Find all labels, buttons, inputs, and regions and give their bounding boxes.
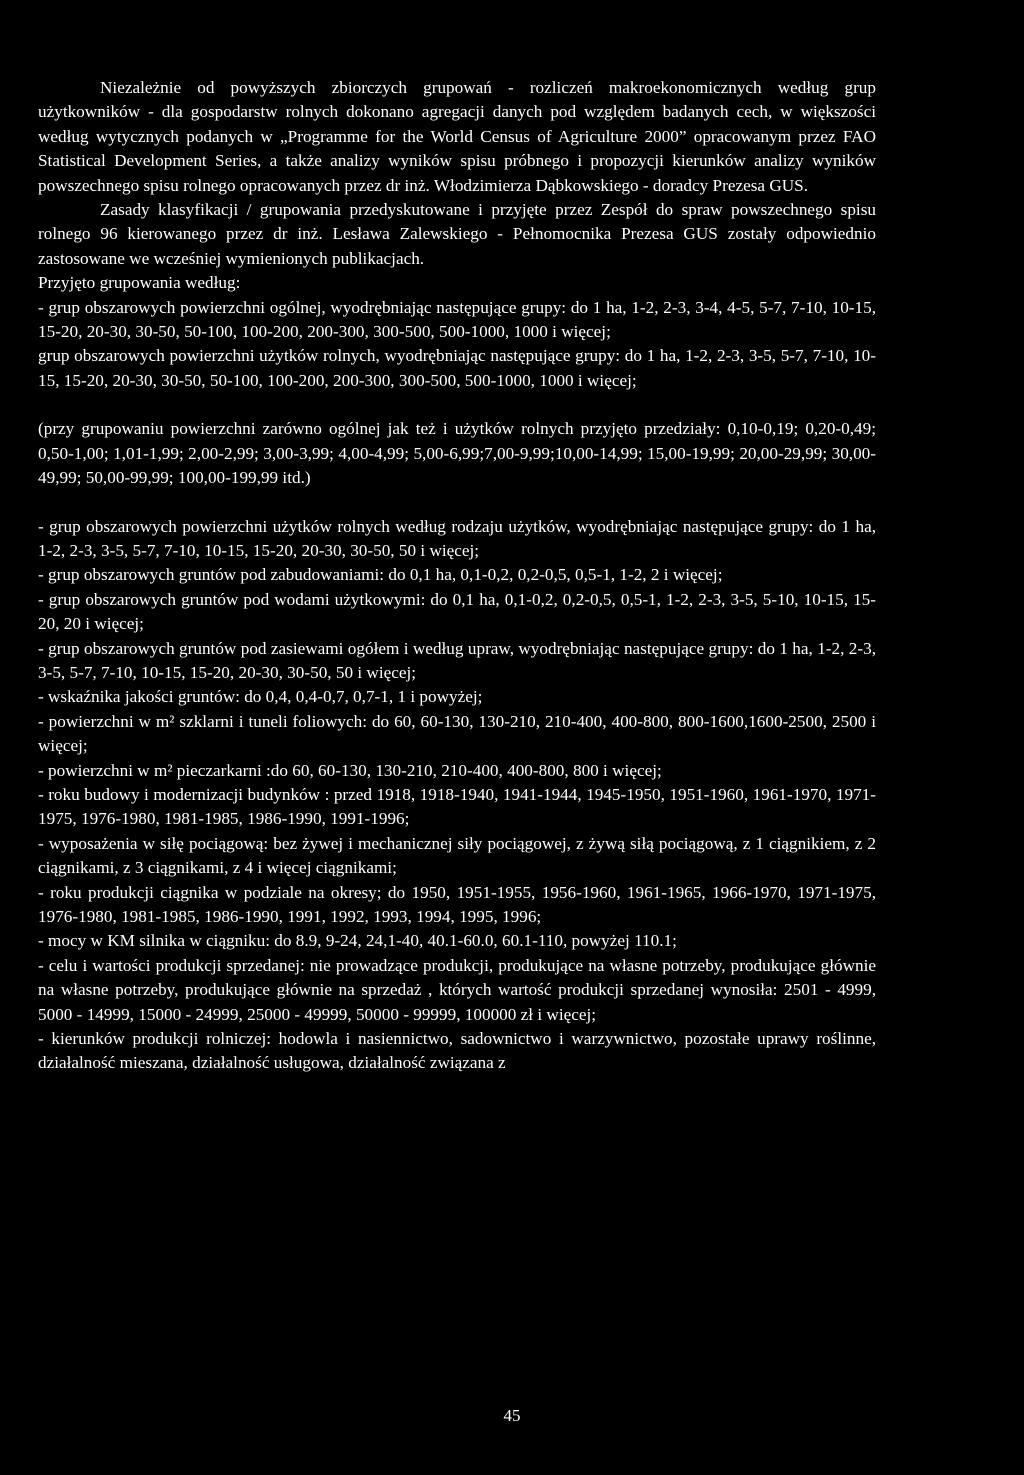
list-item-tractor-year: - roku produkcji ciągnika w podziale na okresy; do 1950, 1951-1955, 1956-1960, 1961-1965, 1966-1970, 1971-1975, 1976-1980, 1981-1985, 1986-1990, 1991, 1992, 1993, 1994, 1995, 1996; <box>38 882 876 926</box>
list-item-total-area: - grup obszarowych powierzchni ogólnej, wyodrębniając następujące grupy: do 1 ha, 1-2, 2-3, 3-4, 4-5, 5-7, 7-10, 10-15, 15-20, 20-30, 30-50, 50-100, 100-200, 200-300, 300-500, 500-1000, 1000 i więcej; <box>38 297 876 342</box>
list-item-agricultural-land: grup obszarowych powierzchni użytków rolnych, wyodrębniając następujące grupy: do 1 ha, 1-2, 2-3, 3-5, 5-7, 7-10, 10-15, 15-20, 20-30, 30-50, 50-100, 100-200, 200-300, 300-500, 500-1000, 1000 i więcej; <box>38 346 876 390</box>
paragraph-intro: Niezależnie od powyższych zbiorczych grupowań - rozliczeń makroekonomicznych według grup użytkowników - dla gospodarstw rolnych dokonano agregacji danych pod względem badanych cech, w większości według wytycznych podanych w „Programme for the World Census of Agriculture 2000” opracowanym przez FAO Statistical Development Series, a także analizy wyników spisu próbnego i propozycji kierunków analizy wyników powszechnego spisu rolnego opracowanych przez dr inż. Włodzimierza Dąbkowskiego - doradcy Prezesa GUS. <box>38 78 876 195</box>
list-item-tractor-power: - mocy w KM silnika w ciągniku: do 8.9, 9-24, 24,1-40, 40.1-60.0, 60.1-110, powyżej 110.1; <box>38 931 677 951</box>
paragraph-grouping-heading: Przyjęto grupowania według: <box>38 273 241 293</box>
list-item-building-year: - roku budowy i modernizacji budynków : przed 1918, 1918-1940, 1941-1944, 1945-1950, 1951-1960, 1961-1970, 1971-1975, 1976-1980, 1981-1985, 1986-1990, 1991-1996; <box>38 784 876 829</box>
list-item-sown-land: - grup obszarowych gruntów pod zasiewami ogółem i według upraw, wyodrębniając następujące grupy: do 1 ha, 1-2, 2-3, 3-5, 5-7, 7-10, 10-15, 15-20, 20-30, 30-50, 50 i więcej; <box>38 638 876 682</box>
spacer <box>38 393 876 417</box>
list-item-production-direction: - kierunków produkcji rolniczej: hodowla i nasiennictwo, sadownictwo i warzywnictwo, pozostałe uprawy roślinne, działalność mieszana, działalność usługowa, działalność związana z <box>38 1029 876 1073</box>
list-item-production-value: - celu i wartości produkcji sprzedanej: nie prowadzące produkcji, produkujące na własne potrzeby, produkujące głównie na własne potrzeby, produkujące głównie na sprzedaż , których wartość produkcji sprzedanej wynosiła: 2501 - 4999, 5000 - 14999, 15000 - 24999, 25000 - 49999, 50000 - 99999, 100000 zł i więcej; <box>38 955 876 1024</box>
list-item-mushroom-houses: - powierzchni w m² pieczarkarni :do 60, 60-130, 130-210, 210-400, 400-800, 800 i więcej; <box>38 760 662 780</box>
list-item-soil-quality: - wskaźnika jakości gruntów: do 0,4, 0,4-0,7, 0,7-1, 1 i powyżej; <box>38 687 483 707</box>
list-item-greenhouses: - powierzchni w m² szklarni i tuneli foliowych: do 60, 60-130, 130-210, 210-400, 400-800, 800-1600,1600-2500, 2500 i więcej; <box>38 711 876 756</box>
page-number: 45 <box>503 1406 521 1425</box>
list-item-draught-power: - wyposażenia w siłę pociągową: bez żywej i mechanicznej siły pociągowej, z żywą siłą pociągową, z 1 ciągnikiem, z 2 ciągnikami, z 3 ciągnikami, z 4 i więcej ciągnikami; <box>38 833 876 878</box>
body-text <box>38 76 876 1076</box>
spacer <box>38 491 876 515</box>
list-item-land-use-type: - grup obszarowych powierzchni użytków rolnych według rodzaju użytków, wyodrębniając następujące grupy: do 1 ha, 1-2, 2-3, 3-5, 5-7, 7-10, 10-15, 15-20, 20-30, 30-50, 50 i więcej; <box>38 516 876 560</box>
list-item-water-land: - grup obszarowych gruntów pod wodami użytkowymi: do 0,1 ha, 0,1-0,2, 0,2-0,5, 0,5-1, 1-2, 2-3, 3-5, 5-10, 10-15, 15-20, 20 i więcej; <box>38 589 876 634</box>
paragraph-intervals-note: (przy grupowaniu powierzchni zarówno ogólnej jak też i użytków rolnych przyjęto przedziały: 0,10-0,19; 0,20-0,49; 0,50-1,00; 1,01-1,99; 2,00-2,99; 3,00-3,99; 4,00-4,99; 5,00-6,99;7,00-9,99;10,00-14,99; 15,00-19,99; 20,00-29,99; 30,00-49,99; 50,00-99,99; 100,00-199,99 itd.) <box>38 419 876 488</box>
paragraph-classification-rules: Zasady klasyfikacji / grupowania przedyskutowane i przyjęte przez Zespół do spraw powszechnego spisu rolnego 96 kierowanego przez dr inż. Lesława Zalewskiego - Pełnomocnika Prezesa GUS zostały odpowiednio zastosowane we wcześniej wymienionych publikacjach. <box>38 200 876 268</box>
list-item-built-up-land: - grup obszarowych gruntów pod zabudowaniami: do 0,1 ha, 0,1-0,2, 0,2-0,5, 0,5-1, 1-2, 2 i więcej; <box>38 565 723 585</box>
